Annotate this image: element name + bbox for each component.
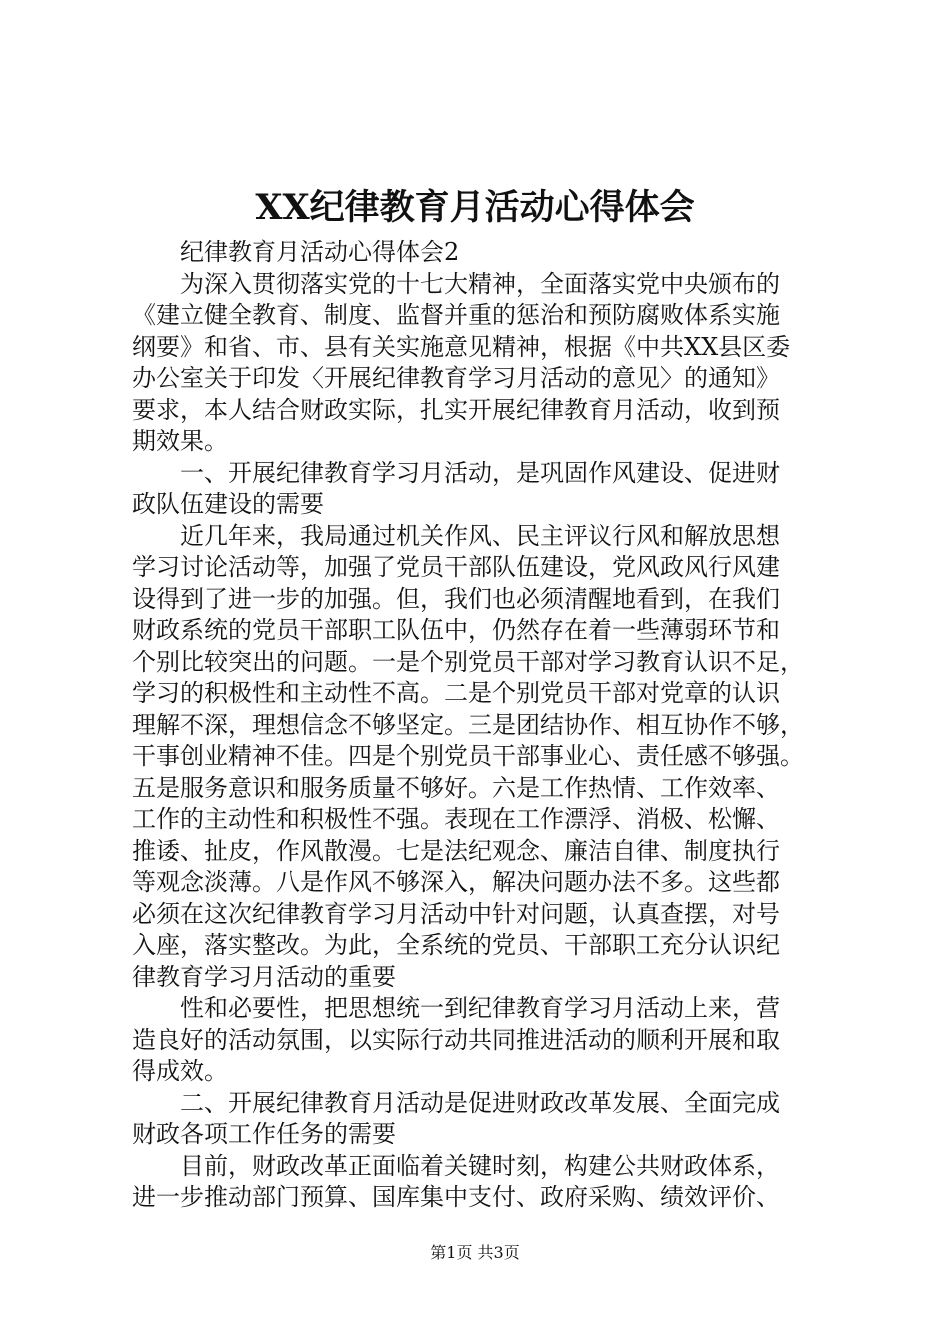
text-line: 造良好的活动氛围，以实际行动共同推进活动的顺利开展和取: [132, 1025, 780, 1054]
text-line: 政队伍建设的需要: [132, 490, 324, 518]
text-line: 推诿、扯皮，作风散漫。七是法纪观念、廉洁自律、制度执行: [132, 836, 780, 865]
text-line: 《建立健全教育、制度、监督并重的惩治和预防腐败体系实施: [132, 301, 780, 329]
text-line: 个别比较突出的问题。一是个别党员干部对学习教育认识不足，: [132, 647, 804, 676]
text-line: 工作的主动性和积极性不强。表现在工作漂浮、消极、松懈、: [132, 805, 780, 833]
text-line: 纪律教育月活动心得体会2: [180, 238, 460, 266]
text-line: 近几年来，我局通过机关作风、民主评议行风和解放思想: [180, 521, 780, 550]
text-line: 学习讨论活动等，加强了党员干部队伍建设，党风政风行风建: [132, 553, 780, 581]
text-line: 进一步推动部门预算、国库集中支付、政府采购、绩效评价、: [132, 1183, 780, 1211]
text-line: 要求，本人结合财政实际，扎实开展纪律教育月活动，收到预: [132, 395, 780, 424]
text-line: 财政各项工作任务的需要: [132, 1120, 396, 1148]
text-line: 纲要》和省、市、县有关实施意见精神，根据《中共XX县区委: [132, 332, 791, 361]
text-line: 入座，落实整改。为此，全系统的党员、干部职工充分认识纪: [132, 931, 780, 959]
text-line: 设得到了进一步的加强。但，我们也必须清醒地看到，在我们: [132, 584, 780, 613]
text-line: 必须在这次纪律教育学习月活动中针对问题，认真查摆，对号: [132, 899, 780, 928]
text-line: 性和必要性，把思想统一到纪律教育学习月活动上来，营: [180, 994, 780, 1022]
text-line: 期效果。: [132, 427, 228, 455]
text-line: 得成效。: [132, 1057, 228, 1085]
document-body: [132, 237, 832, 1214]
text-line: 律教育学习月活动的重要: [132, 962, 396, 991]
text-line: 等观念淡薄。八是作风不够深入，解决问题办法不多。这些都: [132, 868, 780, 896]
text-line: 为深入贯彻落实党的十七大精神，全面落实党中央颁布的: [180, 269, 780, 298]
text-line: 一、开展纪律教育学习月活动，是巩固作风建设、促进财: [180, 458, 780, 487]
text-line: 目前，财政改革正面临着关键时刻，构建公共财政体系，: [180, 1151, 780, 1180]
document-title: XX纪律教育月活动心得体会: [255, 187, 695, 228]
page-footer: 第1页 共3页: [430, 1243, 520, 1262]
text-line: 理解不深，理想信念不够坚定。三是团结协作、相互协作不够，: [132, 710, 804, 739]
text-line: 财政系统的党员干部职工队伍中，仍然存在着一些薄弱环节和: [132, 616, 780, 644]
text-line: 学习的积极性和主动性不高。二是个别党员干部对党章的认识: [132, 679, 780, 707]
text-line: 办公室关于印发〈开展纪律教育学习月活动的意见〉的通知》: [132, 364, 780, 392]
text-line: 干事创业精神不佳。四是个别党员干部事业心、责任感不够强。: [132, 742, 804, 770]
text-line: 五是服务意识和服务质量不够好。六是工作热情、工作效率、: [132, 773, 780, 802]
text-line: 二、开展纪律教育月活动是促进财政改革发展、全面完成: [180, 1088, 780, 1117]
